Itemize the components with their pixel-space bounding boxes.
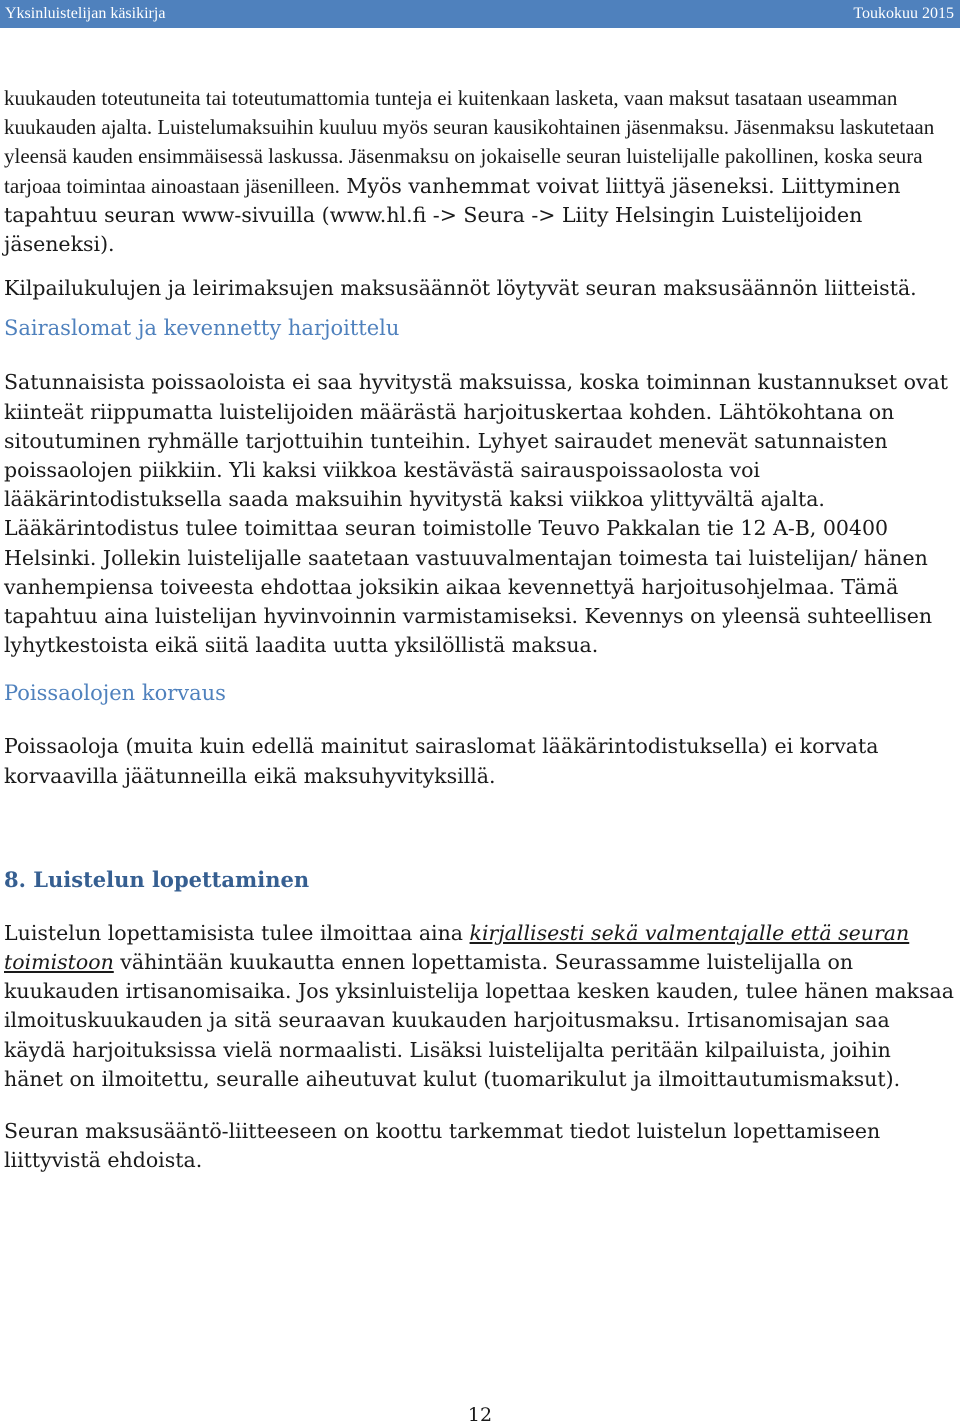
quitting-heading: 8. Luistelun lopettaminen <box>4 866 310 892</box>
quitting-paragraph <box>4 919 954 1094</box>
membership-paragraph <box>4 84 954 259</box>
document-date: Toukokuu 2015 <box>853 5 954 22</box>
sick-leave-paragraph: Satunnaisista poissaoloista ei saa hyvitystä maksuissa, koska toiminnan kustannukset ovat kiinteät riippumatta luistelijoiden määrästä harjoituskertaa kohden. Lähtökohtana on sitoutuminen ryhmälle tarjottuihin tunteihin. Lyhyet sairaudet menevät satunnaisten poissaolojen piikkiin. Yli kaksi viikkoa kestävästä sairauspoissaolosta voi lääkärintodistuksella saada maksuihin hyvitystä kaksi viikkoa ylittyvältä ajalta. Lääkärintodistus tulee toimittaa seuran toimistolle Teuvo Pakkalan tie 12 A-B, 00400 Helsinki. Jollekin luistelijalle saatetaan vastuuvalmentajan toimesta tai luistelijan/ hänen vanhempiensa toiveesta ehdottaa joksikin aikaa kevennettyä harjoitusohjelmaa. Tämä tapahtuu aina luistelijan hyvinvoinnin varmistamiseksi. Kevennys on yleensä suhteellisen lyhytkestoista eikä siitä laadita uutta yksilöllistä maksua. <box>4 370 948 658</box>
document-title: Yksinluistelijan käsikirja <box>5 5 166 22</box>
running-header <box>0 0 960 28</box>
competition-fees-paragraph: Kilpailukulujen ja leirimaksujen maksusäännöt löytyvät seuran maksusäännön liitteistä. <box>4 276 917 301</box>
membership-text-a: kuukauden toteutuneita tai toteutumattomia tunteja ei kuitenkaan lasketa, vaan maksut tasataan useamman kuukauden ajalta. Luistelumaksuihin kuuluu myös seuran kausikohtainen jäsenmaksu. Jäsenmaksu laskutetaan yleensä kauden ensimmäisessä laskussa. Jäsenmaksu on jokaiselle seuran luistelijalle pakollinen, koska seura tarjoaa toimintaa ainoastaan jäsenilleen. <box>4 86 935 198</box>
absence-paragraph: Poissaoloja (muita kuin edellä mainitut sairaslomat lääkärintodistuksella) ei korvata korvaavilla jäätunneilla eikä maksuhyvityksillä. <box>4 734 879 788</box>
quitting-emphasis: kirjallisesti sekä valmentajalle että seuran toimistoon <box>4 920 910 975</box>
page-number: 12 <box>467 1404 493 1426</box>
absence-heading: Poissaolojen korvaus <box>4 681 226 706</box>
membership-text-b: Myös vanhemmat voivat liittyä jäseneksi. Liittyminen tapahtuu seuran www-sivuilla (www.hl.fi -> Seura -> Liity Helsingin Luistelijoiden jäseneksi). <box>4 173 901 257</box>
quitting-closing-paragraph: Seuran maksusääntö-liitteeseen on koottu tarkemmat tiedot luistelun lopettamiseen liittyvistä ehdoista. <box>4 1119 881 1173</box>
quitting-rest: vähintään kuukautta ennen lopettamista. Seurassamme luistelijalla on kuukauden irtisanomisaika. Jos yksinluistelija lopettaa kesken kauden, tulee hänen maksaa ilmoituskuukauden ja sitä seuraavan kuukauden harjoitusmaksu. Irtisanomisajan saa käydä harjoituksissa vielä normaalisti. Lisäksi luistelijalta peritään kilpailuista, joihin hänet on ilmoitettu, seuralle aiheutuvat kulut (tuomarikulut ja ilmoittautumismaksut). <box>4 950 954 1091</box>
quitting-intro: Luistelun lopettamisista tulee ilmoittaa aina <box>4 920 470 945</box>
sick-leave-heading: Sairaslomat ja kevennetty harjoittelu <box>4 316 400 341</box>
page-body <box>4 84 954 1175</box>
